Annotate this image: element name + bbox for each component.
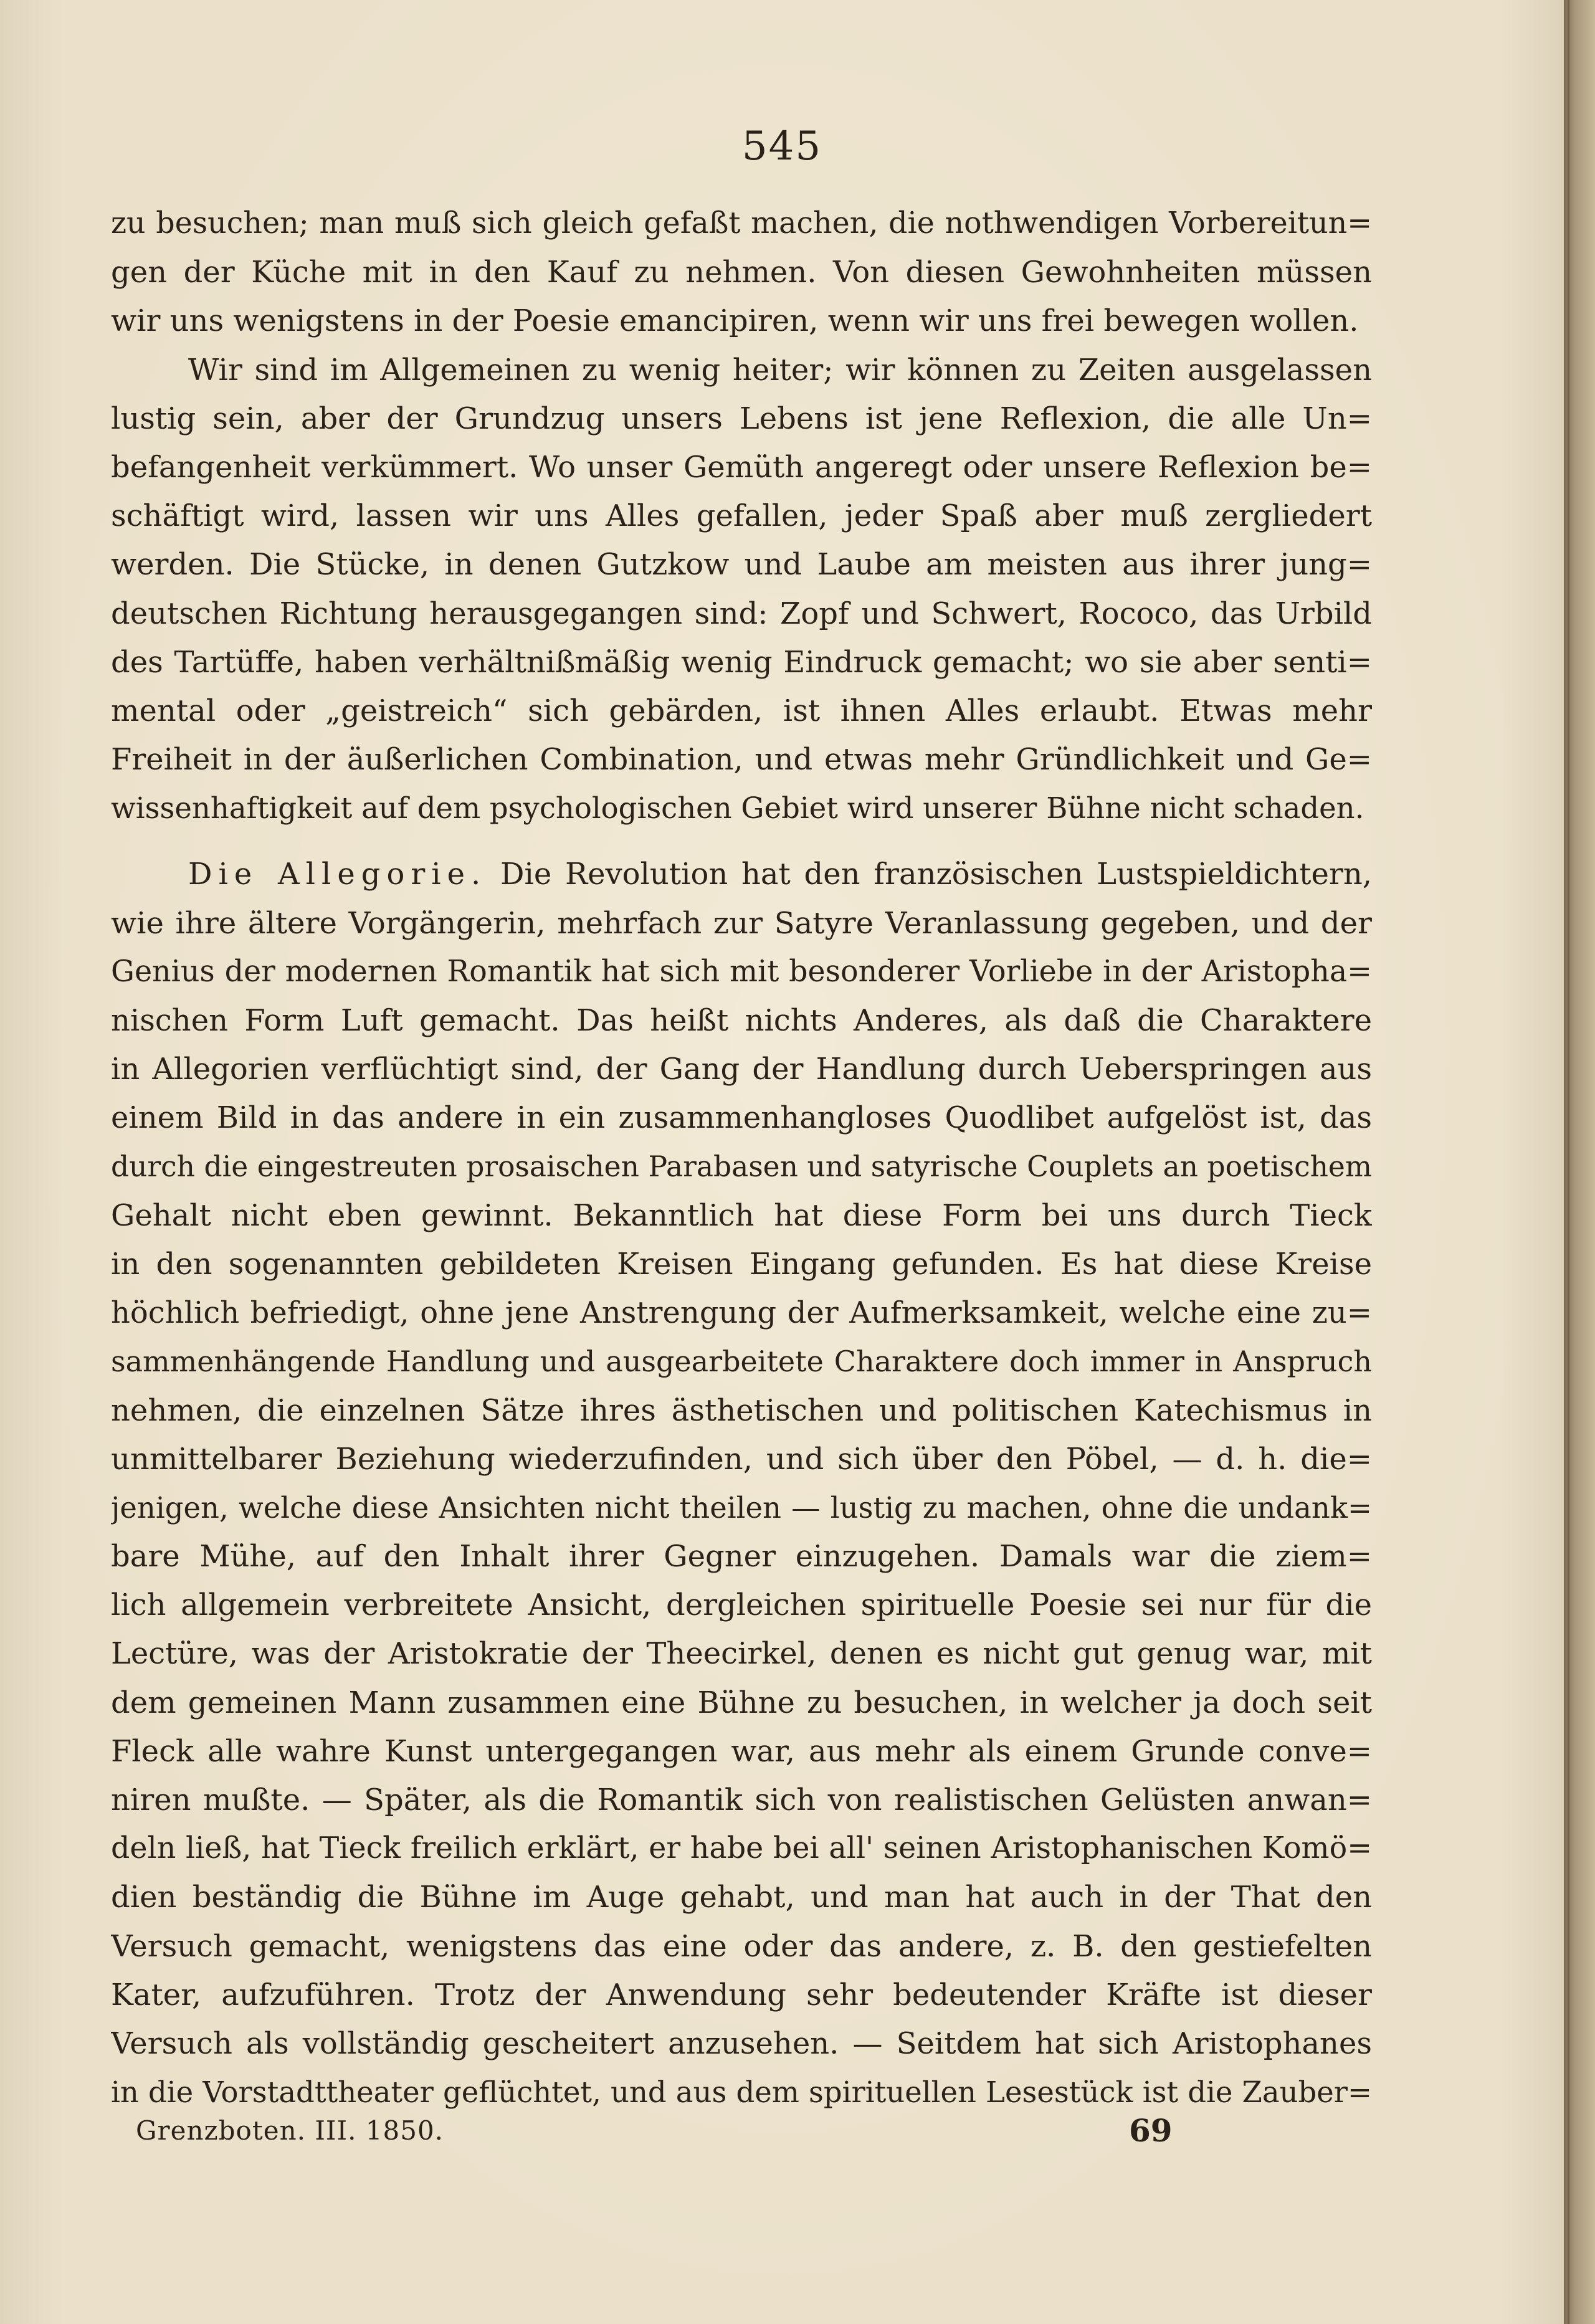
- text-line: Wir sind im Allgemeinen zu wenig heiter; wir können zu Zeiten ausgelassen: [188, 352, 1372, 388]
- text-line: Versuch als vollständig gescheitert anzusehen. — Seitdem hat sich Aristophanes: [111, 2026, 1372, 2061]
- text-line: werden. Die Stücke, in denen Gutzkow und Laube am meisten aus ihrer jung=: [111, 547, 1372, 583]
- text-line: gen der Küche mit in den Kauf zu nehmen. Von diesen Gewohnheiten müssen: [111, 255, 1372, 290]
- text-line: in den sogenannten gebildeten Kreisen Eingang gefunden. Es hat diese Kreise: [111, 1246, 1372, 1282]
- text-line: deutschen Richtung herausgegangen sind: Zopf und Schwert, Rococo, das Urbild: [111, 596, 1372, 631]
- text-line: schäftigt wird, lassen wir uns Alles gefallen, jeder Spaß aber muß zergliedert: [111, 498, 1372, 534]
- section-first-line: Die Revolution hat den französischen Lustspieldichtern,: [500, 857, 1372, 892]
- page-number: 545: [741, 123, 822, 169]
- text-line: unmittelbarer Beziehung wiederzufinden, und sich über den Pöbel, — d. h. die=: [111, 1441, 1372, 1477]
- text-line: dem gemeinen Mann zusammen eine Bühne zu besuchen, in welcher ja doch seit: [111, 1685, 1372, 1720]
- text-line: jenigen, welche diese Ansichten nicht theilen — lustig zu machen, ohne die undank=: [111, 1490, 1372, 1525]
- text-line: dien beständig die Bühne im Auge gehabt, und man hat auch in der That den: [111, 1880, 1372, 1915]
- text-line: lustig sein, aber der Grundzug unsers Lebens ist jene Reflexion, die alle Un=: [111, 401, 1372, 436]
- text-line: in Allegorien verflüchtigt sind, der Gang der Handlung durch Ueberspringen aus: [111, 1052, 1372, 1087]
- text-line: mental oder „geistreich“ sich gebärden, ist ihnen Alles erlaubt. Etwas mehr: [111, 693, 1372, 728]
- sheet-signature: 69: [1129, 2112, 1173, 2149]
- journal-footer: Grenzboten. III. 1850.: [136, 2115, 444, 2146]
- section-heading: Die Allegorie.: [188, 857, 487, 892]
- text-line: bare Mühe, auf den Inhalt ihrer Gegner einzugehen. Damals war die ziem=: [111, 1539, 1372, 1574]
- text-line: deln ließ, hat Tieck freilich erklärt, er habe bei all' seinen Aristophanischen Komö=: [111, 1831, 1372, 1866]
- text-line: einem Bild in das andere in ein zusammenhangloses Quodlibet aufgelöst ist, das: [111, 1100, 1372, 1136]
- text-line: befangenheit verkümmert. Wo unser Gemüth angeregt oder unsere Reflexion be=: [111, 449, 1372, 485]
- text-line: wie ihre ältere Vorgängerin, mehrfach zur Satyre Veranlassung gegeben, und der: [111, 905, 1372, 941]
- text-line: Lectüre, was der Aristokratie der Theecirkel, denen es nicht gut genug war, mit: [111, 1636, 1372, 1672]
- text-line: niren mußte. — Später, als die Romantik sich von realistischen Gelüsten anwan=: [111, 1783, 1372, 1817]
- text-line: Fleck alle wahre Kunst untergegangen war, aus mehr als einem Grunde conve=: [111, 1733, 1372, 1769]
- text-line: lich allgemein verbreitete Ansicht, dergleichen spirituelle Poesie sei nur für die: [111, 1588, 1372, 1623]
- text-line: zu besuchen; man muß sich gleich gefaßt machen, die nothwendigen Vorbereitun=: [111, 206, 1372, 240]
- text-line: Gehalt nicht eben gewinnt. Bekanntlich hat diese Form bei uns durch Tieck: [111, 1198, 1372, 1233]
- text-line: in die Vorstadttheater geflüchtet, und aus dem spirituellen Lesestück ist die Zauber=: [111, 2075, 1372, 2110]
- text-line-section-start: [111, 850, 1372, 898]
- text-line: des Tartüffe, haben verhältnißmäßig wenig Eindruck gemacht; wo sie aber senti=: [111, 644, 1372, 680]
- text-line: höchlich befriedigt, ohne jene Anstrengung der Aufmerksamkeit, welche eine zu=: [111, 1295, 1372, 1331]
- text-line: sammenhängende Handlung und ausgearbeitete Charaktere doch immer in Anspruch: [111, 1345, 1372, 1379]
- text-line: Versuch gemacht, wenigstens das eine oder das andere, z. B. den gestiefelten: [111, 1928, 1372, 1964]
- text-line: durch die eingestreuten prosaischen Parabasen und satyrische Couplets an poetischem: [111, 1150, 1372, 1183]
- text-line: Kater, aufzuführen. Trotz der Anwendung sehr bedeutender Kräfte ist dieser: [111, 1977, 1372, 2012]
- text-line: nischen Form Luft gemacht. Das heißt nichts Anderes, als daß die Charaktere: [111, 1003, 1372, 1038]
- text-line: Freiheit in der äußerlichen Combination, und etwas mehr Gründlichkeit und Ge=: [111, 742, 1372, 778]
- text-line: nehmen, die einzelnen Sätze ihres ästhetischen und politischen Katechismus in: [111, 1393, 1372, 1428]
- body-text: [111, 199, 1372, 2117]
- page-edge: [1564, 0, 1595, 2324]
- text-line: wissenhaftigkeit auf dem psychologischen Gebiet wird unserer Bühne nicht schaden.: [111, 791, 1364, 826]
- text-line: wir uns wenigstens in der Poesie emancipiren, wenn wir uns frei bewegen wollen.: [111, 303, 1359, 339]
- paragraph-gap: [111, 832, 1372, 850]
- text-line: Genius der modernen Romantik hat sich mit besonderer Vorliebe in der Aristopha=: [111, 954, 1372, 989]
